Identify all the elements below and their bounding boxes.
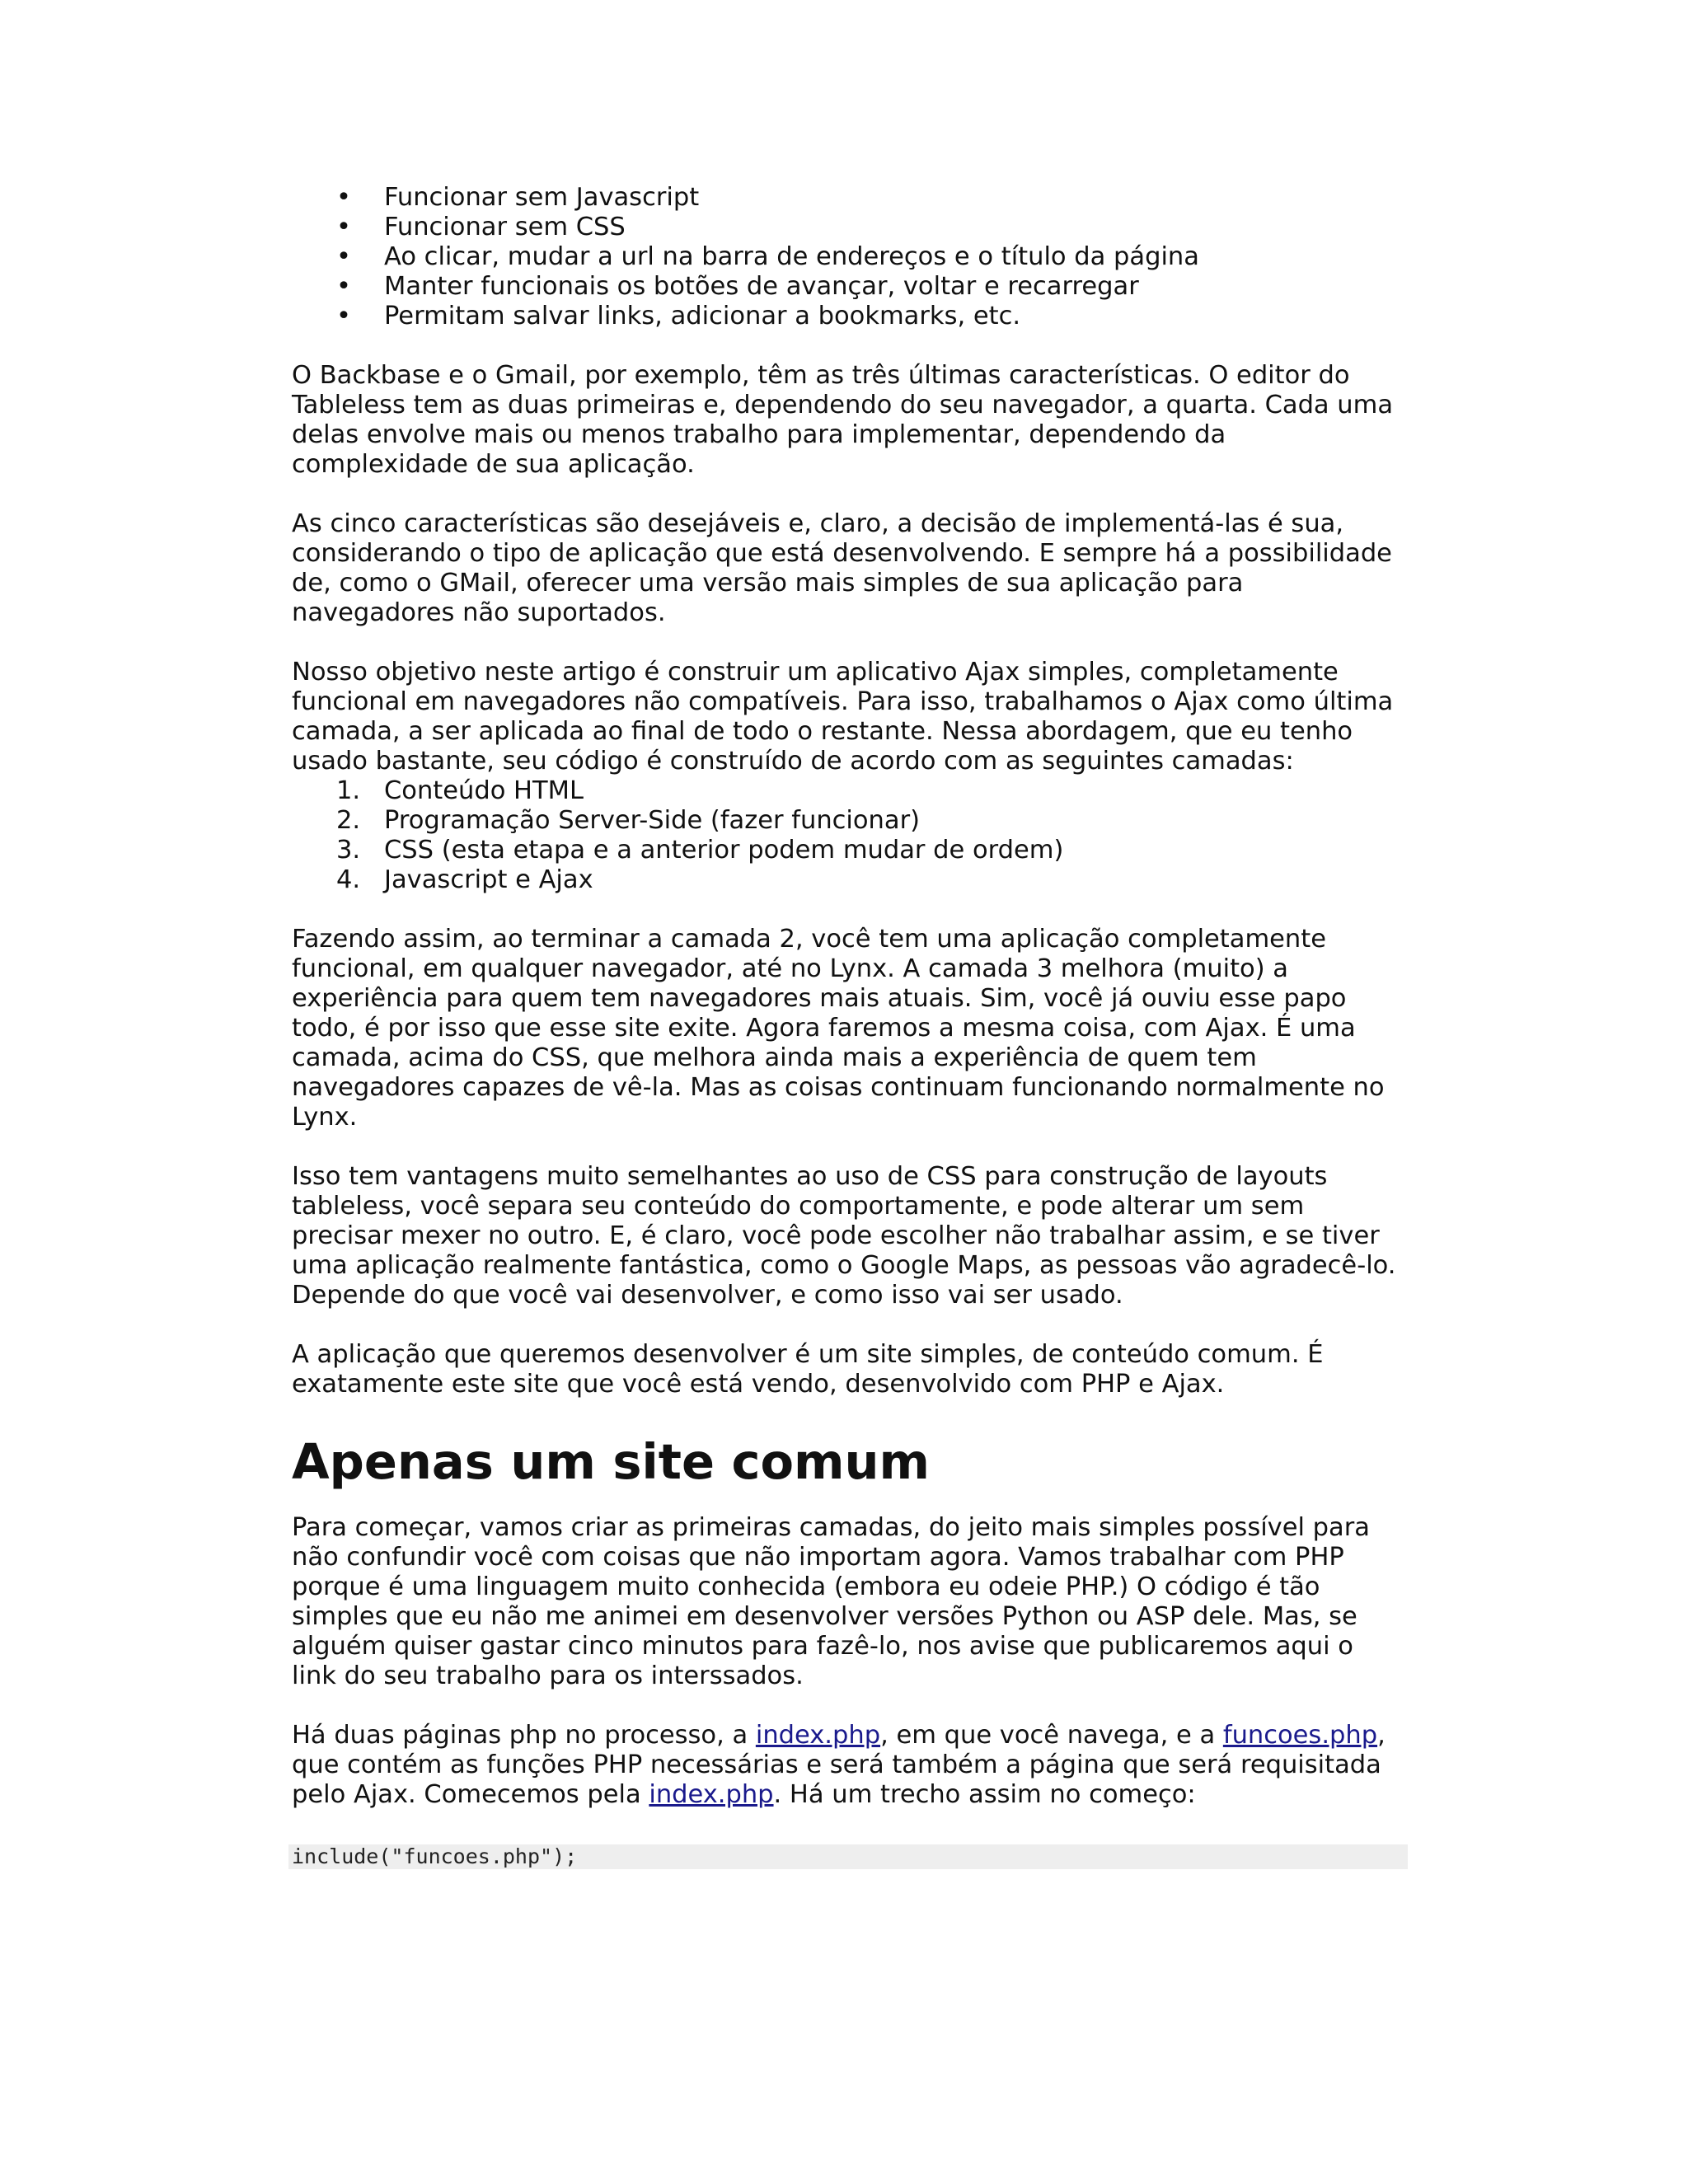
list-number: 1. — [336, 776, 361, 805]
paragraph-objetivo: Nosso objetivo neste artigo é construir um aplicativo Ajax simples, completamente funcional em navegadores não compatíveis. Para isso, trabalhamos o Ajax como última camada, a ser aplicada ao final de todo o restante. Nessa abordagem, que eu tenho usado bastante, seu código é construído de acordo com as seguintes camadas: — [292, 658, 1394, 776]
paragraph-paginas-php: Há duas páginas php no processo, a index.php, em que você navega, e a funcoes.php, que contém as funções PHP necessárias e será também a página que será requisitada pelo Ajax. Comecemos pela index.php. Há um trecho assim no começo: — [292, 1721, 1386, 1809]
paragraph-fazendo-assim: Fazendo assim, ao terminar a camada 2, você tem uma aplicação completamente funcional, em qualquer navegador, até no Lynx. A camada 3 melhora (muito) a experiência para quem tem navegadores mais atuais. Sim, você já ouviu esse papo todo, é por isso que esse site exite. Agora faremos a mesma coisa, com Ajax. É uma camada, acima do CSS, que melhora ainda mais a experiência de quem tem navegadores capazes de vê-la. Mas as coisas continuam funcionando normalmente no Lynx. — [292, 925, 1385, 1132]
bullet-icon: • — [336, 242, 351, 271]
paragraph-aplicacao: A aplicação que queremos desenvolver é um site simples, de conteúdo comum. É exatamente este site que você está vendo, desenvolvido com PHP e Ajax. — [292, 1340, 1324, 1399]
list-item: • Manter funcionais os botões de avançar, voltar e recarregar — [336, 272, 1139, 301]
list-number: 2. — [336, 806, 361, 835]
bullet-icon: • — [336, 302, 351, 330]
list-item: 2. Programação Server-Side (fazer funcionar) — [336, 806, 921, 835]
requirements-list — [292, 183, 1404, 331]
paragraph-para-comecar: Para começar, vamos criar as primeiras camadas, do jeito mais simples possível para não confundir você com coisas que não importam agora. Vamos trabalhar com PHP porque é uma linguagem muito conhecida (embora eu odeie PHP.) O código é tão simples que eu não me animei em desenvolver versões Python ou ASP dele. Mas, se alguém quiser gastar cinco minutos para fazê-lo, nos avise que publicaremos aqui o link do seu trabalho para os interssados. — [292, 1513, 1370, 1690]
funcoes-php-link[interactable]: funcoes.php — [1222, 1721, 1378, 1750]
list-item: • Funcionar sem CSS — [336, 213, 626, 241]
bullet-icon: • — [336, 272, 351, 301]
list-item: • Funcionar sem Javascript — [336, 183, 700, 212]
bullet-icon: • — [336, 183, 351, 212]
document-page — [292, 183, 1404, 1869]
list-number: 3. — [336, 836, 361, 865]
paragraph-backbase: O Backbase e o Gmail, por exemplo, têm as três últimas características. O editor do Tableless tem as duas primeiras e, dependendo do seu navegador, a quarta. Cada uma delas envolve mais ou menos trabalho para implementar, dependendo da complexidade de sua aplicação. — [292, 361, 1394, 479]
list-number: 4. — [336, 865, 361, 894]
index-php-link[interactable]: index.php — [755, 1721, 881, 1750]
list-item: 1. Conteúdo HTML — [336, 776, 584, 805]
index-php-link-2[interactable]: index.php — [649, 1780, 774, 1809]
list-item: • Permitam salvar links, adicionar a bookmarks, etc. — [336, 302, 1021, 330]
list-item: • Ao clicar, mudar a url na barra de endereços e o título da página — [336, 242, 1199, 271]
paragraph-caracteristicas: As cinco características são desejáveis e, claro, a decisão de implementá-las é sua, considerando o tipo de aplicação que está desenvolvendo. E sempre há a possibilidade de, como o GMail, oferecer uma versão mais simples de sua aplicação para navegadores não suportados. — [292, 509, 1392, 627]
layers-list — [292, 776, 1404, 895]
list-item: 3. CSS (esta etapa e a anterior podem mudar de ordem) — [336, 836, 1064, 865]
bullet-icon: • — [336, 213, 351, 241]
section-heading: Apenas um site comum — [292, 1433, 930, 1490]
code-block: include("funcoes.php"); — [288, 1844, 1408, 1869]
paragraph-vantagens: Isso tem vantagens muito semelhantes ao uso de CSS para construção de layouts tableless, você separa seu conteúdo do comportamente, e pode alterar um sem precisar mexer no outro. E, é claro, você pode escolher não trabalhar assim, e se tiver uma aplicação realmente fantástica, como o Google Maps, as pessoas vão agradecê-lo. Depende do que você vai desenvolver, e como isso vai ser usado. — [292, 1162, 1396, 1310]
list-item: 4. Javascript e Ajax — [336, 865, 593, 894]
